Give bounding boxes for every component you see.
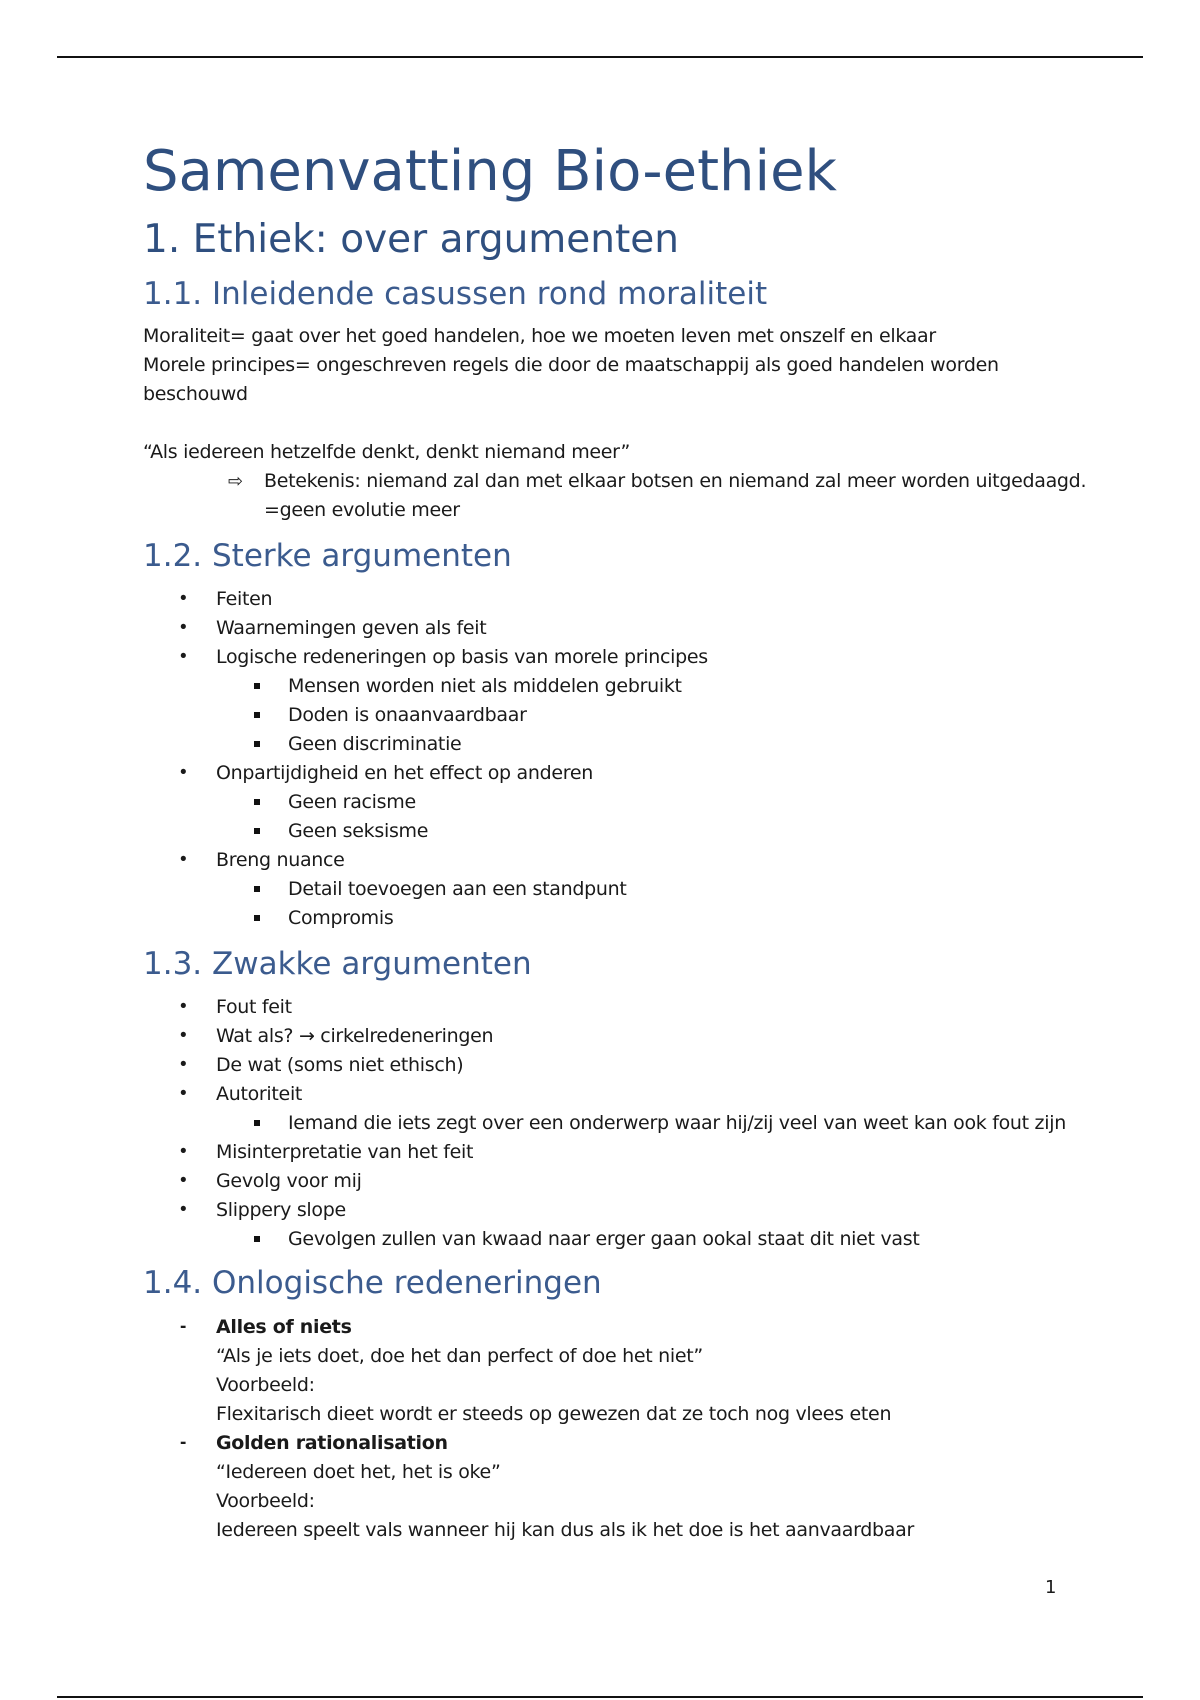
square-bullet-icon [254,712,260,718]
sub-list-item: Doden is onaanvaardbaar [288,704,527,726]
fallacy-quote: “Iedereen doet het, het is oke” [216,1461,501,1483]
square-bullet-icon [254,799,260,805]
square-bullet-icon [254,828,260,834]
dash-bullet-icon: - [180,1316,187,1337]
bullet-icon: • [180,996,187,1017]
square-bullet-icon [254,886,260,892]
example-label: Voorbeeld: [216,1490,315,1512]
square-bullet-icon [254,1236,260,1242]
section-heading-1-4: 1.4. Onlogische redeneringen [143,1265,602,1301]
list-item: Waarnemingen geven als feit [216,617,487,639]
sub-list-item: Geen discriminatie [288,733,462,755]
list-item: Feiten [216,588,273,610]
list-item: Logische redeneringen op basis van morele principes [216,646,708,668]
meaning-line: =geen evolutie meer [264,499,460,521]
square-bullet-icon [254,915,260,921]
list-item: Breng nuance [216,849,345,871]
fallacy-title: Alles of niets [216,1316,352,1338]
bullet-icon: • [180,1025,187,1046]
sub-list-item: Geen racisme [288,791,416,813]
list-item: Wat als? → cirkelredeneringen [216,1025,494,1047]
bullet-icon: • [180,588,187,609]
chapter-heading: 1. Ethiek: over argumenten [143,217,680,262]
example-text: Flexitarisch dieet wordt er steeds op gewezen dat ze toch nog vlees eten [216,1403,892,1425]
quote-line: “Als iedereen hetzelfde denkt, denkt niemand meer” [143,441,631,463]
bullet-icon: • [180,762,187,783]
document-title: Samenvatting Bio-ethiek [143,139,837,204]
list-item: Gevolg voor mij [216,1170,362,1192]
sub-list-item: Mensen worden niet als middelen gebruikt [288,675,682,697]
bullet-icon: • [180,1170,187,1191]
sub-list-item: Compromis [288,907,394,929]
square-bullet-icon [254,683,260,689]
bullet-icon: • [180,849,187,870]
section-heading-1-2: 1.2. Sterke argumenten [143,538,512,574]
example-label: Voorbeeld: [216,1374,315,1396]
list-item: Fout feit [216,996,292,1018]
square-bullet-icon [254,1120,260,1126]
sub-list-item: Detail toevoegen aan een standpunt [288,878,627,900]
square-bullet-icon [254,741,260,747]
sub-list-item: Iemand die iets zegt over een onderwerp waar hij/zij veel van weet kan ook fout zijn [288,1112,1066,1134]
bullet-icon: • [180,1141,187,1162]
list-item: Slippery slope [216,1199,346,1221]
section-heading-1-1: 1.1. Inleidende casussen rond moraliteit [143,276,768,312]
section-heading-1-3: 1.3. Zwakke argumenten [143,946,532,982]
dash-bullet-icon: - [180,1432,187,1453]
bullet-icon: • [180,1054,187,1075]
paragraph-line: Morele principes= ongeschreven regels die door de maatschappij als goed handelen worden [143,354,999,376]
header-rule [57,56,1143,58]
arrow-icon: ⇨ [228,471,244,491]
fallacy-title: Golden rationalisation [216,1432,448,1454]
bullet-icon: • [180,1083,187,1104]
footer-rule [57,1696,1143,1698]
list-item: Autoriteit [216,1083,303,1105]
bullet-icon: • [180,1199,187,1220]
example-text: Iedereen speelt vals wanneer hij kan dus als ik het doe is het aanvaardbaar [216,1519,914,1541]
sub-list-item: Gevolgen zullen van kwaad naar erger gaan ookal staat dit niet vast [288,1228,920,1250]
list-item: De wat (soms niet ethisch) [216,1054,464,1076]
sub-list-item: Geen seksisme [288,820,429,842]
paragraph-line: Moraliteit= gaat over het goed handelen, hoe we moeten leven met onszelf en elkaar [143,325,936,347]
list-item: Misinterpretatie van het feit [216,1141,474,1163]
meaning-line: Betekenis: niemand zal dan met elkaar botsen en niemand zal meer worden uitgedaagd. [264,470,1087,492]
paragraph-line: beschouwd [143,383,248,405]
bullet-icon: • [180,646,187,667]
fallacy-quote: “Als je iets doet, doe het dan perfect of doe het niet” [216,1345,703,1367]
page-number: 1 [1045,1577,1057,1598]
list-item: Onpartijdigheid en het effect op anderen [216,762,593,784]
bullet-icon: • [180,617,187,638]
